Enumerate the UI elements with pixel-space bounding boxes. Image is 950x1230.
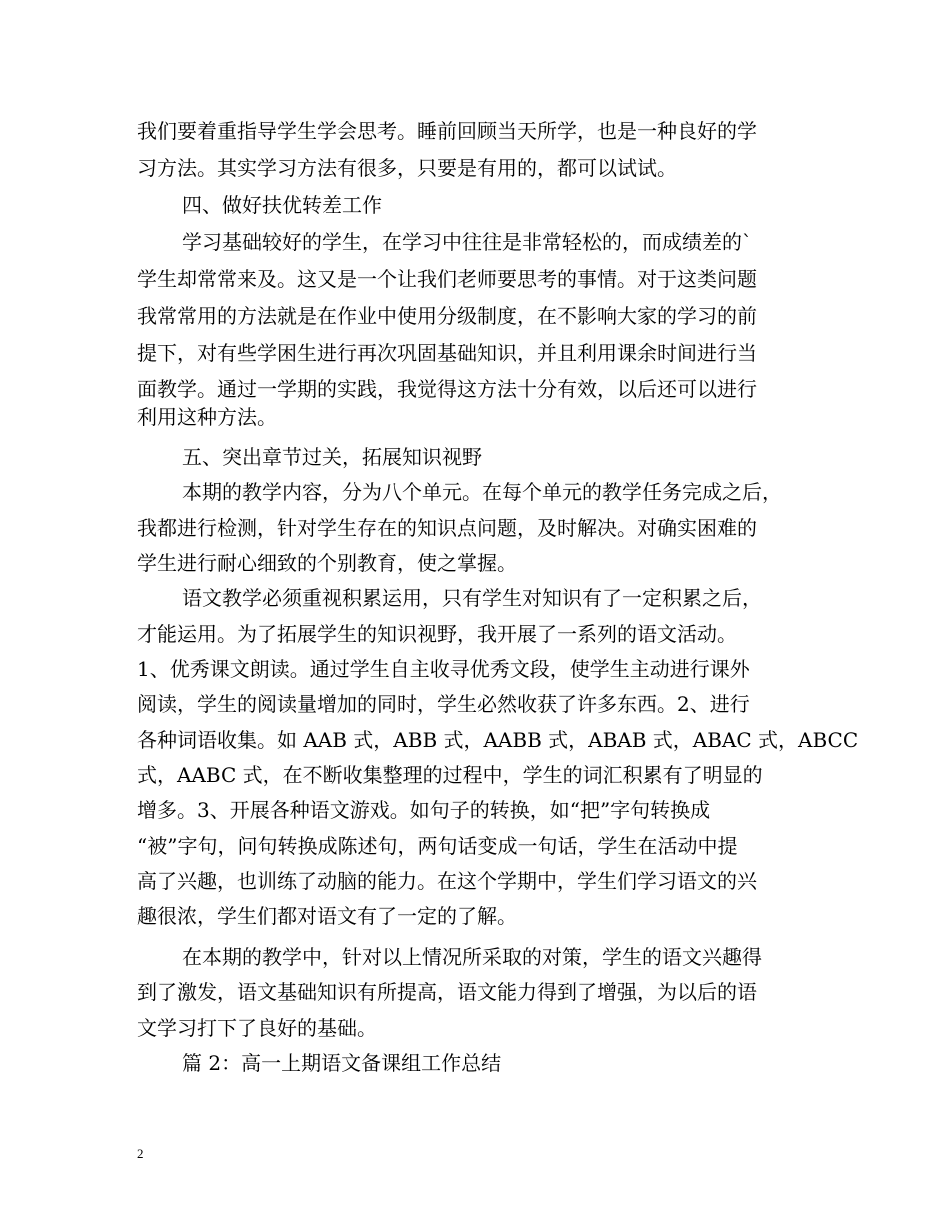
text-line: 习方法。其实学习方法有很多，只要是有用的，都可以试试。 (137, 156, 677, 180)
text-line: 我常常用的方法就是在作业中使用分级制度，在不影响大家的学习的前 (137, 304, 757, 328)
text-line: 到了激发，语文基础知识有所提高，语文能力得到了增强，为以后的语 (137, 980, 757, 1004)
text-line: 本期的教学内容，分为八个单元。在每个单元的教学任务完成之后， (182, 480, 782, 504)
text-line: 阅读，学生的阅读量增加的同时，学生必然收获了许多东西。2、进行 (137, 692, 750, 716)
text-line: 增多。3、开展各种语文游戏。如句子的转换，如“把”字句转换成 (137, 798, 711, 822)
text-line: 式，AABC 式，在不断收集整理的过程中，学生的词汇积累有了明显的 (137, 763, 763, 787)
text-line: 利用这种方法。 (137, 405, 277, 429)
text-line: 我们要着重指导学生学会思考。睡前回顾当天所学，也是一种良好的学 (137, 119, 757, 143)
text-line: 我都进行检测，针对学生存在的知识点问题，及时解决。对确实困难的 (137, 516, 757, 540)
text-line: 提下，对有些学困生进行再次巩固基础知识，并且利用课余时间进行当 (137, 341, 757, 365)
page-number: 2 (137, 1146, 144, 1161)
text-line: 1、优秀课文朗读。通过学生自主收寻优秀文段，使学生主动进行课外 (137, 657, 750, 681)
text-line: 学生进行耐心细致的个别教育，使之掌握。 (137, 551, 517, 575)
section-heading: 五、突出章节过关，拓展知识视野 (182, 445, 482, 469)
text-line: 才能运用。为了拓展学生的知识视野，我开展了一系列的语文活动。 (137, 622, 737, 646)
text-line: 在本期的教学中，针对以上情况所采取的对策，学生的语文兴趣得 (182, 945, 762, 969)
text-line: 面教学。通过一学期的实践，我觉得这方法十分有效，以后还可以进行 (137, 377, 757, 401)
section-heading: 篇 2：高一上期语文备课组工作总结 (182, 1051, 502, 1075)
text-line: 各种词语收集。如 AAB 式，ABB 式，AABB 式，ABAB 式，ABAC 式，ABCC (137, 728, 859, 752)
section-heading: 四、做好扶优转差工作 (182, 193, 382, 217)
text-line: 趣很浓，学生们都对语文有了一定的了解。 (137, 904, 517, 928)
text-line: 学生却常常来及。这又是一个让我们老师要思考的事情。对于这类问题 (137, 267, 757, 291)
text-line: 文学习打下了良好的基础。 (137, 1016, 377, 1040)
text-line: “被”字句，问句转换成陈述句，两句话变成一句话，学生在活动中提 (137, 834, 738, 858)
text-line: 语文教学必须重视积累运用，只有学生对知识有了一定积累之后， (182, 586, 762, 610)
text-line: 高了兴趣，也训练了动脑的能力。在这个学期中，学生们学习语文的兴 (137, 869, 757, 893)
text-line: 学习基础较好的学生，在学习中往往是非常轻松的，而成绩差的` (182, 230, 752, 254)
